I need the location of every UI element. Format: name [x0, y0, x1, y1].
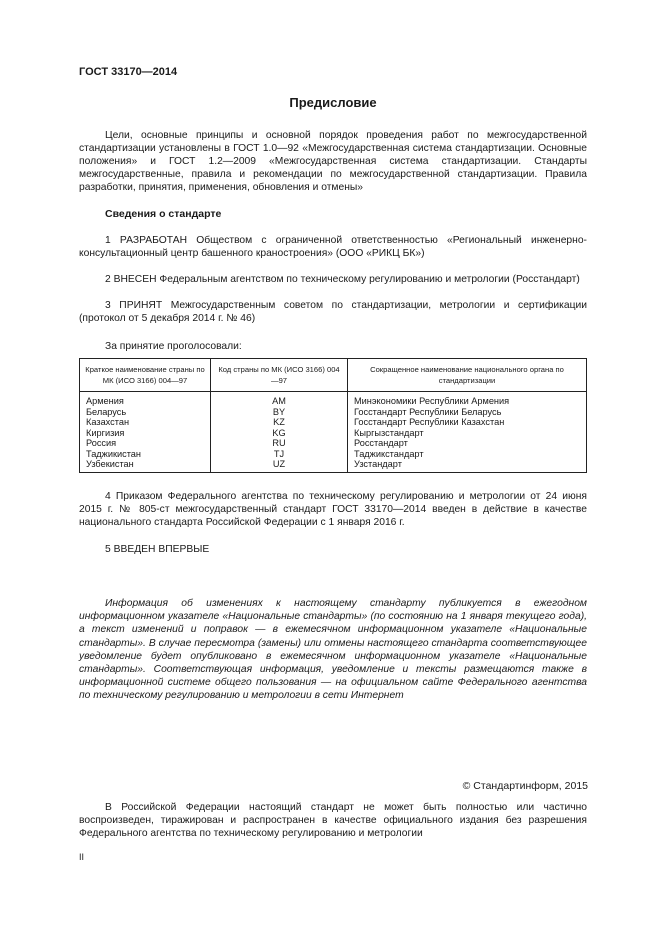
national-body: Узстандарт	[348, 459, 587, 472]
info-heading: Сведения о стандарте	[105, 208, 222, 220]
reproduction-notice: В Российской Федерации настоящий стандарт не может быть полностью или частично воспроизведен, тиражирован и распространен в качестве официального издания без разрешения Федерального агентства по техническому регулированию и метрологии	[79, 802, 587, 839]
country-name: Казахстан	[80, 417, 211, 428]
country-name: Киргизия	[80, 428, 211, 439]
national-body: Кыргызстандарт	[348, 428, 587, 439]
country-code: RU	[211, 438, 348, 449]
intro-paragraph: Цели, основные принципы и основной порядок проведения работ по межгосударственной стандартизации установлены в ГОСТ 1.0—92 «Межгосударственная система стандартизации. Основные положения» и ГОСТ 1.2—2009 «Межгосударственная система стандартизации. Стандарты межгосударственные, правила и рекомендации по межгосударственной стандартизации. Правила разработки, принятия, применения, обновления и отмены»	[79, 130, 587, 193]
table-row	[80, 459, 587, 472]
voting-states-table	[79, 358, 587, 473]
item-first-introduced: 5 ВВЕДЕН ВПЕРВЫЕ	[105, 544, 210, 555]
national-body: Росстандарт	[348, 438, 587, 449]
standard-code-header: ГОСТ 33170—2014	[79, 66, 178, 78]
country-code: TJ	[211, 449, 348, 460]
country-name: Таджикистан	[80, 449, 211, 460]
header-country-name: Краткое наименование страны по МК (ИСО 3166) 004—97	[80, 359, 211, 392]
country-name: Армения	[80, 392, 211, 407]
item-enacted: 4 Приказом Федерального агентства по техническому регулированию и метрологии от 24 июня 2015 г. № 805-ст межгосударственный стандарт ГОСТ 33170—2014 введен в действие в качестве национального стандарта Российской Федерации с 1 января 2016 г.	[79, 491, 587, 528]
country-code: UZ	[211, 459, 348, 472]
page-title: Предисловие	[289, 95, 377, 110]
header-national-body: Сокращенное наименование национального органа по стандартизации	[348, 359, 587, 392]
item-adopted: 3 ПРИНЯТ Межгосударственным советом по стандартизации, метрологии и сертификации (протокол от 5 декабря 2014 г. № 46)	[79, 300, 587, 324]
table-row	[80, 407, 587, 418]
country-code: BY	[211, 407, 348, 418]
table-row	[80, 392, 587, 407]
table-row	[80, 438, 587, 449]
vote-label: За принятие проголосовали:	[105, 341, 242, 352]
country-name: Узбекистан	[80, 459, 211, 472]
country-code: AM	[211, 392, 348, 407]
changes-notice: Информация об изменениях к настоящему стандарту публикуется в ежегодном информационном указателе «Национальные стандарты» (по состоянию на 1 января текущего года), а текст изменений и поправок — в ежемесячном информационном указателе «Национальные стандарты». В случае пересмотра (замены) или отмены настоящего стандарта соответствующее уведомление будет опубликовано в ежемесячном информационном указателе «Национальные стандарты». Соответствующая информация, уведомление и тексты размещаются также в информационной системе общего пользования — на официальном сайте Федерального агентства по техническому регулированию и метрологии в сети Интернет	[79, 598, 587, 702]
table-row	[80, 428, 587, 439]
country-name: Беларусь	[80, 407, 211, 418]
table-row	[80, 449, 587, 460]
table-header-row	[80, 359, 587, 392]
item-developed: 1 РАЗРАБОТАН Обществом с ограниченной ответственностью «Региональный инженерно-консультационный центр башенного краностроения» (ООО «РИКЦ БК»)	[79, 235, 587, 259]
national-body: Минэкономики Республики Армения	[348, 392, 587, 407]
header-country-code: Код страны по МК (ИСО 3166) 004—97	[211, 359, 348, 392]
country-code: KZ	[211, 417, 348, 428]
national-body: Госстандарт Республики Казахстан	[348, 417, 587, 428]
national-body: Госстандарт Республики Беларусь	[348, 407, 587, 418]
copyright-line: © Стандартинформ, 2015	[462, 780, 588, 792]
country-code: KG	[211, 428, 348, 439]
page-number: II	[79, 852, 85, 862]
item-introduced: 2 ВНЕСЕН Федеральным агентством по техническому регулированию и метрологии (Росстандарт)	[105, 274, 580, 285]
country-name: Россия	[80, 438, 211, 449]
table-row	[80, 417, 587, 428]
national-body: Таджикстандарт	[348, 449, 587, 460]
